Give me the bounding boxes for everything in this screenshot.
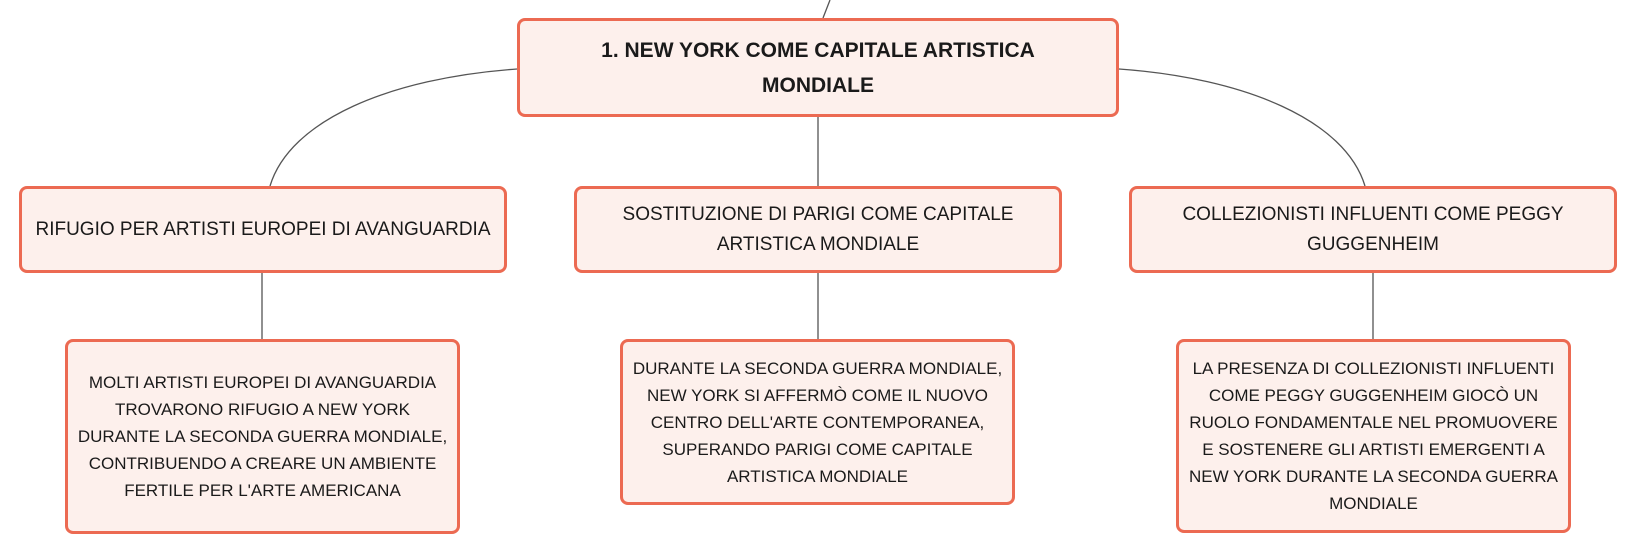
branch-node-label: COLLEZIONISTI INFLUENTI COME PEGGY GUGGENHEIM [1182, 203, 1564, 255]
detail-node-refuge[interactable] [65, 339, 460, 534]
connector-root-to-right [1119, 69, 1365, 186]
branch-node-label: RIFUGIO PER ARTISTI EUROPEI DI AVANGUARDIA [35, 218, 491, 240]
detail-node-text: LA PRESENZA DI COLLEZIONISTI INFLUENTI COME PEGGY GUGGENHEIM GIOCÒ UN RUOLO FONDAMENTALE NEL PROMUOVERE E SOSTENERE GLI ARTISTI EMERGENTI A NEW YORK DURANTE LA SECONDA GUERRA MONDIALE [1188, 359, 1559, 513]
detail-node-text: MOLTI ARTISTI EUROPEI DI AVANGUARDIA TROVARONO RIFUGIO A NEW YORK DURANTE LA SECONDA GUERRA MONDIALE, CONTRIBUENDO A CREARE UN AMBIENTE FERTILE PER L'ARTE AMERICANA [77, 373, 448, 500]
root-node-label: 1. NEW YORK COME CAPITALE ARTISTICA MONDIALE [601, 38, 1035, 97]
branch-node-collectors[interactable] [1129, 186, 1617, 273]
root-node[interactable] [517, 18, 1119, 117]
branch-node-label: SOSTITUZIONE DI PARIGI COME CAPITALE ARTISTICA MONDIALE [622, 203, 1014, 255]
detail-node-collectors[interactable] [1176, 339, 1571, 533]
branch-node-refuge[interactable] [19, 186, 507, 273]
detail-node-text: DURANTE LA SECONDA GUERRA MONDIALE, NEW YORK SI AFFERMÒ COME IL NUOVO CENTRO DELL'ARTE CONTEMPORANEA, SUPERANDO PARIGI COME CAPITALE ARTISTICA MONDIALE [632, 358, 1003, 486]
branch-node-paris-replacement[interactable] [574, 186, 1062, 273]
connector-parent-to-root [823, 0, 830, 18]
connector-root-to-left [270, 69, 517, 186]
detail-node-paris-replacement[interactable] [620, 339, 1015, 505]
